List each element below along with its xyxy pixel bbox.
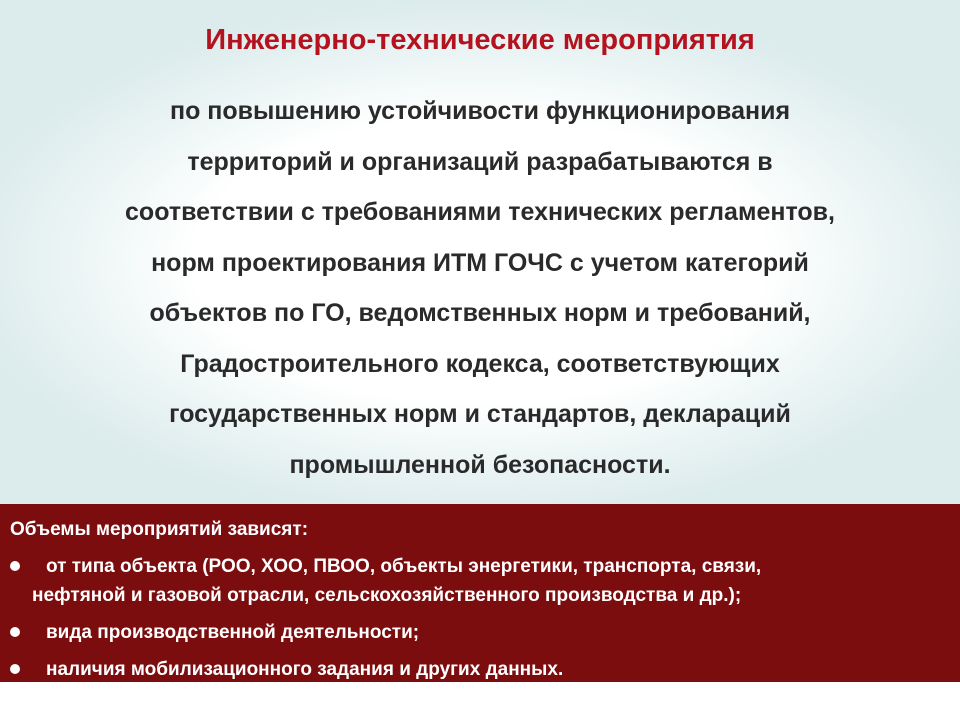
body-line: соответствии с требованиями технических регламентов, [125,198,835,226]
body-line: государственных норм и стандартов, деклараций [169,400,791,428]
list-item [0,552,960,610]
bullet-dot-icon [10,664,20,674]
list-item [0,618,960,647]
list-item [0,655,960,684]
body-line: территорий и организаций разрабатываются в [187,147,773,176]
bullet-list [0,552,960,684]
bullet-text-line: от типа объекта (РОО, ХОО, ПВОО, объекты энергетики, транспорта, связи, [46,556,762,577]
bullet-dot-icon [10,627,20,637]
bullet-text-line: нефтяной и газовой отрасли, сельскохозяйственного производства и др.); [32,585,742,606]
bullet-dot-icon [10,561,20,571]
body-line: Градостроительного кодекса, соответствующих [180,349,780,378]
body-line: промышленной безопасности. [289,450,671,479]
body-line: по повышению устойчивости функционирования [169,97,791,125]
body-line: объектов по ГО, ведомственных норм и требований, [149,299,811,327]
bullet-text-line: наличия мобилизационного задания и других данных. [46,659,564,680]
bullet-text-line: вида производственной деятельности; [46,622,420,643]
info-box-heading: Объемы мероприятий зависят: [10,519,309,540]
slide-title: Инженерно-технические мероприятия [205,24,755,56]
body-line: норм проектирования ИТМ ГОЧС с учетом категорий [151,248,809,277]
body-paragraph [20,86,940,490]
